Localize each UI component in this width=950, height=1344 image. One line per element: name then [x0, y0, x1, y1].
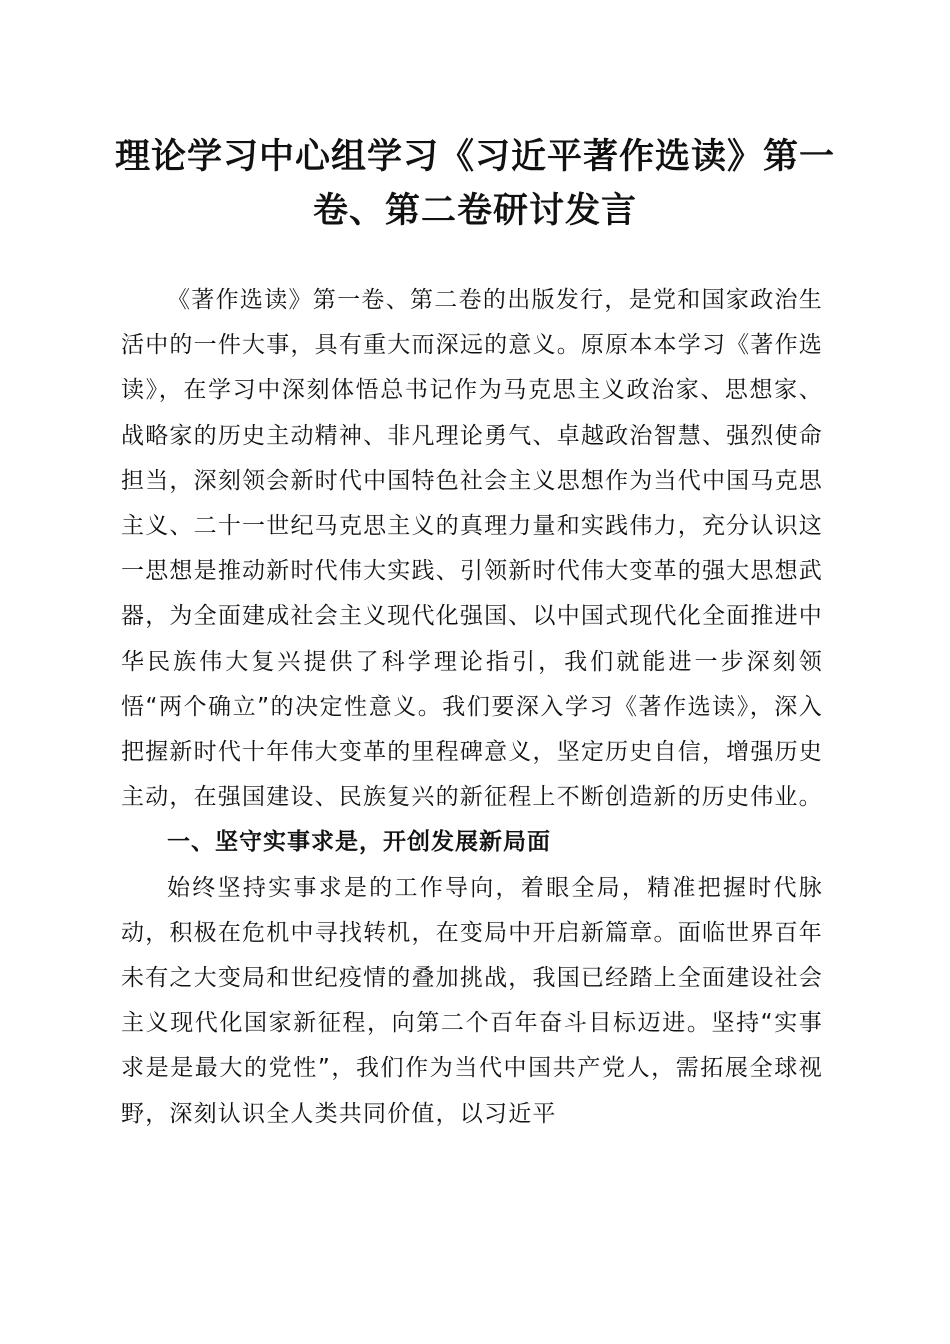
paragraph-section-1: 始终坚持实事求是的工作导向，着眼全局，精准把握时代脉动，积极在危机中寻找转机，在变局中开启新篇章。面临世界百年未有之大变局和世纪疫情的叠加挑战，我国已经踏上全面建设社会主义现代化国家新征程，向第二个百年奋斗目标迈进。坚持“实事求是是最大的党性”，我们作为当代中国共产党人，需拓展全球视野，深刻认识全人类共同价值，以习近平	[121, 874, 823, 1127]
document-title: 理论学习中心组学习《习近平著作选读》第一卷、第二卷研讨发言	[114, 136, 835, 231]
document-body	[121, 278, 823, 1137]
section-heading-1: 一、坚守实事求是，开创发展新局面	[167, 829, 551, 856]
paragraph-intro: 《著作选读》第一卷、第二卷的出版发行，是党和国家政治生活中的一件大事，具有重大而深远的意义。原原本本学习《著作选读》，在学习中深刻体悟总书记作为马克思主义政治家、思想家、战略家的历史主动精神、非凡理论勇气、卓越政治智慧、强烈使命担当，深刻领会新时代中国特色社会主义思想作为当代中国马克思主义、二十一世纪马克思主义的真理力量和实践伟力，充分认识这一思想是推动新时代伟大实践、引领新时代伟大变革的强大思想武器，为全面建成社会主义现代化强国、以中国式现代化全面推进中华民族伟大复兴提供了科学理论指引，我们就能进一步深刻领悟“两个确立”的决定性意义。我们要深入学习《著作选读》，深入把握新时代十年伟大变革的里程碑意义，坚定历史自信，增强历史主动，在强国建设、民族复兴的新征程上不断创造新的历史伟业。	[121, 287, 823, 811]
